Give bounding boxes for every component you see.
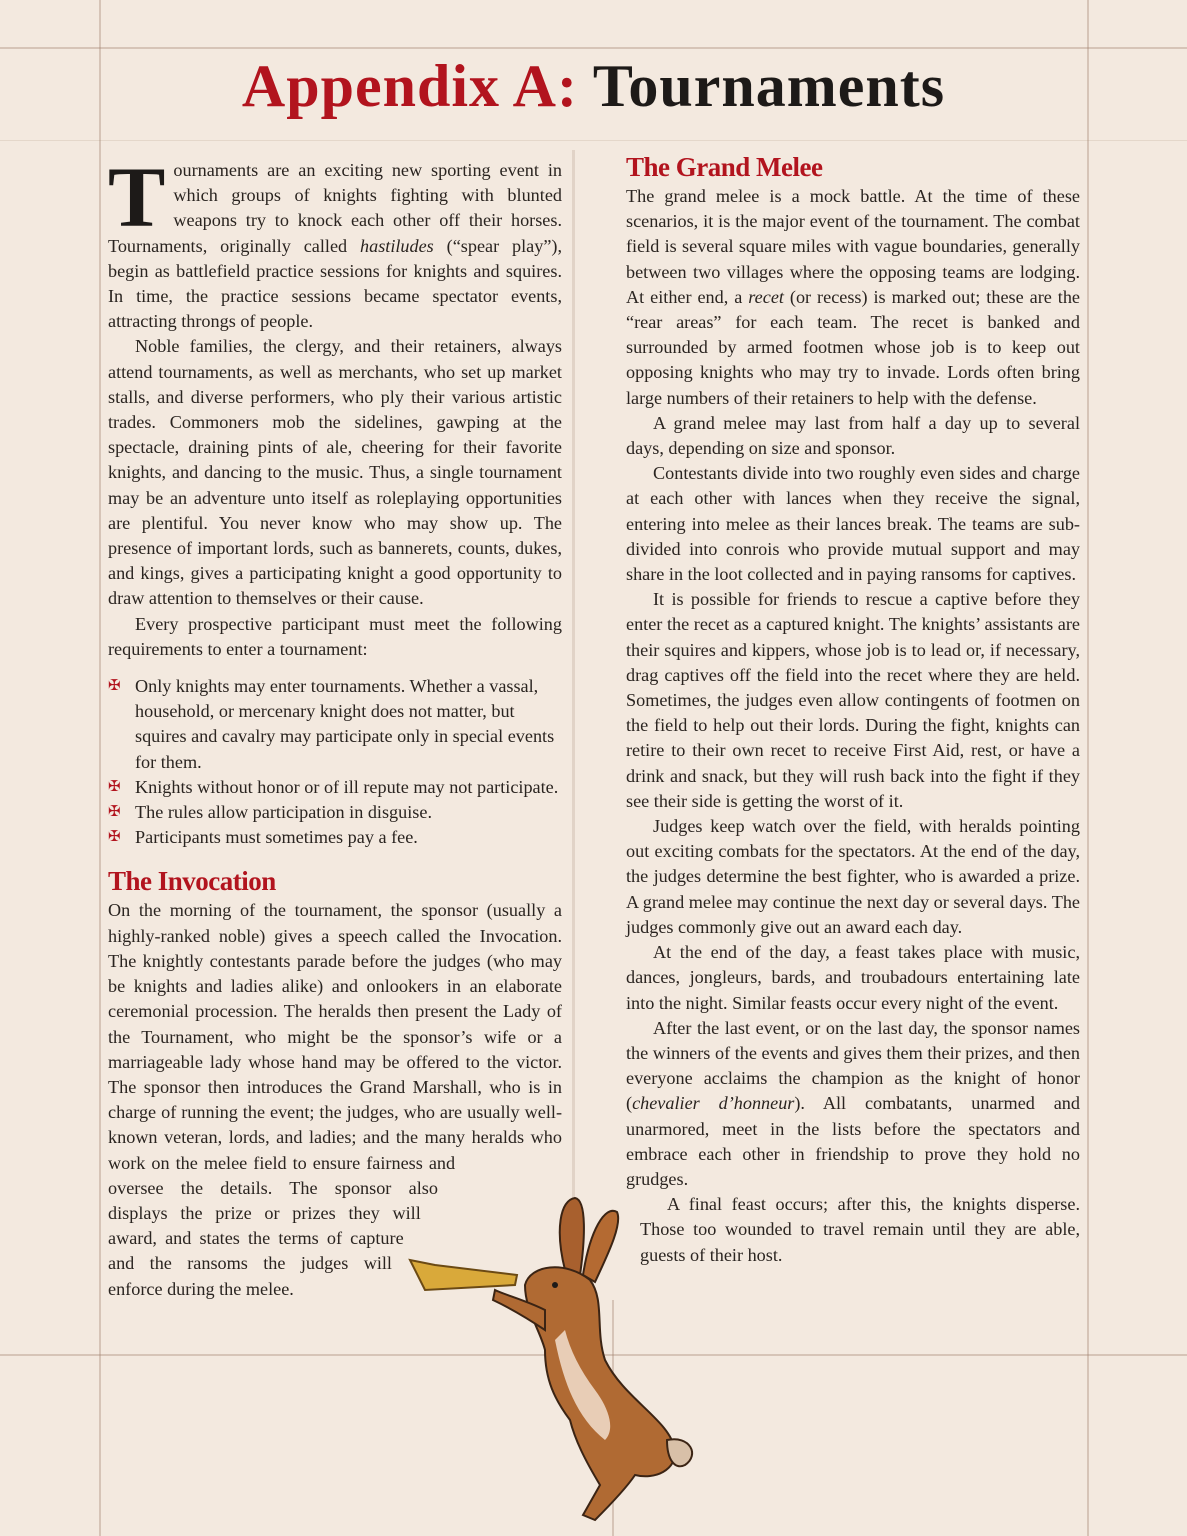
hare-eye — [552, 1282, 558, 1288]
text: (or recess) is marked out; these are the “rear areas” for each team. The recet is banked and surrounded by armed footmen whose job is to keep out opposing knights who may try to invade. Lords often bring large numbers of their retainers to help with the defense. — [626, 286, 1080, 408]
paragraph: Noble families, the clergy, and their retainers, always attend tournaments, as well as merchants, who set up market stalls, and diverse performers, who ply their various artistic trades. Commoners mob the sidelines, gawping at the spectacle, draining pints of ale, cheering for their favorite knights, and dancing to the music. Thus, a single tournament may be an adventure unto itself as roleplaying opportunities are plentiful. You never know who may show up. The presence of important lords, such as bannerets, counts, dukes, and kings, gives a participating knight a good opportunity to draw attention to themselves or their cause. — [108, 336, 562, 609]
cross-potent-icon: ✠ — [108, 778, 121, 795]
list-item-text: Only knights may enter tournaments. Whether a vassal, household, or mercenary knight does not matter, but squires and cavalry may participate only in special events for them. — [135, 676, 555, 772]
italic-term: hastiludes — [360, 235, 434, 256]
left-column — [108, 149, 563, 1302]
page-guide — [99, 0, 101, 1536]
hare-ear — [560, 1198, 584, 1275]
text: On the morning of the tournament, the sponsor (usually a highly-ranked noble) gives a speech called the Invocation. The knightly contestants parade before the judges (who may be knights and ladies alike) and onlookers in an elaborate ceremonial procession. The heralds then present the Lady of the Tournament, who might be the sponsor’s wife or a marriageable lady whose hand may be offered to the victor. The sponsor then introduces the Grand Marshall, who is in charge of running the event; the judges, who are usually well-known veteran, lords, and ladies; and the many heralds who work on the melee field to ensure fairness and oversee the details. The sponsor also displays the prize or prizes they will award, and states the terms of capture and the ransoms the judges will enforce during the melee. — [108, 900, 562, 1299]
hare-ear — [583, 1211, 618, 1282]
title-tournaments: Tournaments — [592, 53, 946, 119]
section-heading-invocation: The Invocation — [108, 866, 276, 897]
list-item-text: The rules allow participation in disguise. — [135, 802, 432, 823]
page-guide — [1087, 0, 1089, 1536]
paragraph — [626, 184, 1080, 411]
italic-term: recet — [748, 286, 784, 307]
page-guide — [0, 140, 1187, 141]
page-title — [0, 52, 1187, 121]
paragraph: At the end of the day, a feast takes place with music, dances, jongleurs, bards, and troubadours entertaining late into the night. Similar feasts occur every night of the event. — [626, 942, 1080, 1013]
trumpet-icon — [410, 1260, 517, 1290]
right-column — [626, 150, 1080, 1268]
paragraph: A grand melee may last from half a day up to several days, depending on size and sponsor. — [626, 412, 1080, 459]
title-appendix: Appendix A: — [241, 53, 578, 119]
paragraph: Contestants divide into two roughly even sides and charge at each other with lances when they receive the signal, entering into melee as their lances break. The teams are sub-divided into conrois who provide mutual support and may share in the loot collected and in paying ransoms for captives. — [626, 463, 1080, 585]
paragraph — [626, 1016, 1080, 1192]
italic-term: chevalier d’honneur — [632, 1093, 795, 1114]
text: ournaments are an exciting new sporting event in which groups of knights fighting with blunted weapons try to knock each other off their horses. Tournaments, originally called — [108, 160, 562, 256]
list-item — [108, 825, 562, 850]
paragraph: It is possible for friends to rescue a captive before they enter the recet as a captured knight. The knights’ assistants are their squires and kippers, whose job is to lead or, if necessary, drag captives off the field into the recet where they are held. Sometimes, the judges even allow contingents of footmen on the field to help out their lords. During the fight, knights can retire to their own recet to receive First Aid, rest, or have a drink and snack, but they will rush back into the fight if they see their side is getting the worst of it. — [626, 589, 1080, 811]
paragraph: Judges keep watch over the field, with heralds pointing out exciting combats for the spectators. At the end of the day, the judges determine the best fighter, who is awarded a prize. A grand melee may continue the next day or several days. The judges commonly give out an award each day. — [626, 816, 1080, 937]
list-item-text: Participants must sometimes pay a fee. — [135, 827, 418, 848]
page-guide — [0, 47, 1187, 49]
list-item-text: Knights without honor or of ill repute may not participate. — [135, 776, 559, 797]
section-heading-grand-melee: The Grand Melee — [626, 152, 823, 182]
cross-potent-icon: ✠ — [108, 678, 121, 695]
list-item — [108, 800, 562, 825]
list-item — [108, 674, 562, 775]
cross-potent-icon: ✠ — [108, 829, 121, 846]
paragraph: Every prospective participant must meet the following requirements to enter a tournament: — [108, 613, 562, 659]
drop-cap: T — [108, 149, 166, 245]
paragraph: A final feast occurs; after this, the knights disperse. Those too wounded to travel remain until they are able, guests of their host. — [640, 1194, 1080, 1265]
intro-paragraph — [108, 149, 563, 334]
text: ). All combatants, unarmed and unarmored, meet in the lists before the spectators and embrace each other in friendship to prove they hold no grudges. — [626, 1093, 1080, 1189]
hare-body — [525, 1267, 675, 1520]
page-guide — [572, 150, 575, 1300]
text: After the last event, or on the last day, the sponsor names the winners of the events and gives them their prizes, and then everyone acclaims the champion as the knight of honor ( — [626, 1017, 1080, 1114]
cross-potent-icon: ✠ — [108, 804, 121, 821]
text: The grand melee is a mock battle. At the time of these scenarios, it is the major event of the tournament. The combat field is several square miles with vague boundaries, generally between two villages where the opposing teams are lodging. At either end, a — [626, 186, 1080, 307]
requirements-list — [108, 674, 562, 850]
hare-trumpeter-illustration — [405, 1190, 705, 1530]
text: (“spear play”), begin as battlefield practice sessions for knights and squires. In time, the practice sessions became spectator events, attracting throngs of people. — [108, 235, 563, 332]
list-item — [108, 775, 562, 800]
